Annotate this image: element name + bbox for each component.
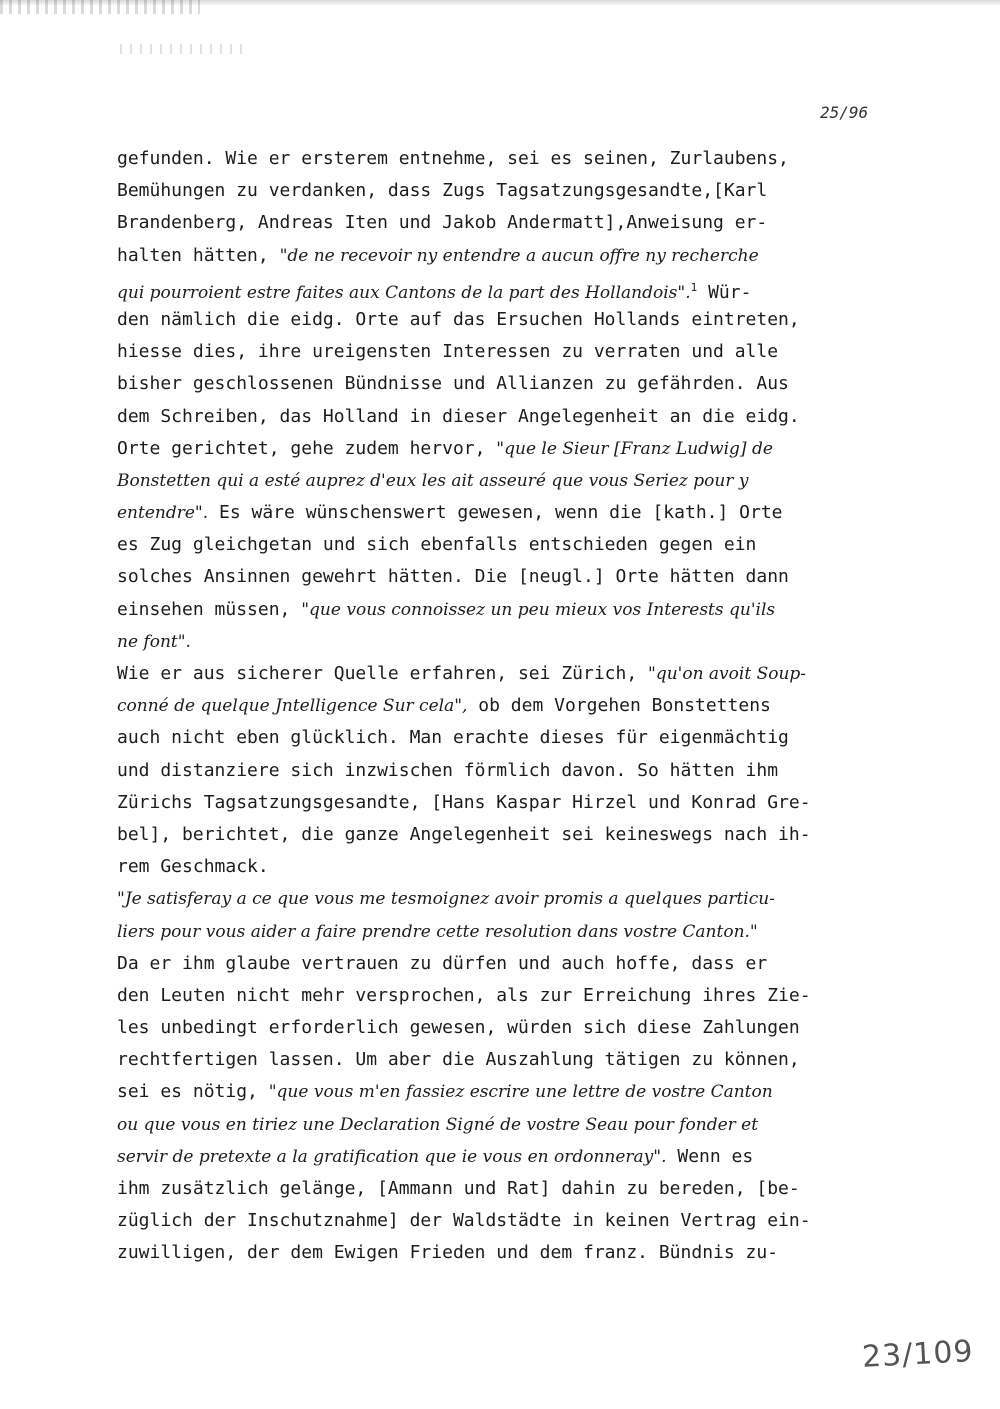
quoted-french-text: qui pourroient estre faites aux Cantons de la part des Hollandois". [117, 282, 691, 303]
line-text: den nämlich die eidg. Orte auf das Ersuchen Hollands eintreten, [117, 308, 800, 330]
text-line [117, 1109, 917, 1141]
text-line [117, 755, 917, 787]
line-text: Zürichs Tagsatzungsgesandte, [Hans Kaspar Hirzel und Konrad Gre- [117, 791, 811, 813]
scan-speckles [0, 0, 200, 14]
text-line [117, 1141, 917, 1173]
line-text: Orte gerichtet, gehe zudem hervor, [117, 437, 497, 459]
text-line [117, 497, 917, 529]
quoted-french-text: "qu'on avoit Soup- [648, 664, 807, 684]
text-line [117, 1173, 917, 1205]
text-line [117, 272, 917, 304]
text-line [117, 143, 917, 175]
quoted-french-text: "de ne recevoir ny entendre a aucun offre ny recherche [279, 245, 759, 266]
text-line [117, 433, 917, 465]
line-text: Bemühungen zu verdanken, dass Zugs Tagsatzungsgesandte,[Karl [117, 180, 768, 202]
text-line [117, 819, 917, 851]
quoted-french-text: Bonstetten qui a esté auprez d'eux les ait asseuré que vous Seriez pour y [117, 470, 749, 491]
page-number: 25/96 [820, 103, 869, 122]
archive-handwritten-mark: 23/109 [861, 1334, 975, 1375]
text-line [117, 626, 917, 658]
line-text: Da er ihm glaube vertrauen zu dürfen und auch hoffe, dass er [117, 952, 768, 974]
line-text: gefunden. Wie er ersterem entnehme, sei es seinen, Zurlaubens, [117, 148, 789, 169]
line-text: ob dem Vorgehen Bonstettens [467, 695, 771, 717]
line-text: dem Schreiben, das Holland in dieser Angelegenheit an die eidg. [117, 405, 800, 427]
text-line [117, 1044, 917, 1076]
quoted-french-text: "que vous connoissez un peu mieux vos Interests qu'ils [301, 599, 776, 620]
line-text: rechtfertigen lassen. Um aber die Auszahlung tätigen zu können, [117, 1049, 800, 1071]
text-line [117, 401, 917, 433]
text-line [117, 1237, 917, 1269]
quoted-french-text: conné de quelque Jntelligence Sur cela", [117, 696, 468, 717]
quoted-french-text: entendre". [117, 503, 209, 524]
line-text: ihm zusätzlich gelänge, [Ammann und Rat] dahin zu bereden, [be- [117, 1178, 800, 1199]
text-line [117, 658, 917, 690]
quoted-french-text: "Je satisferay a ce que vous me tesmoignez avoir promis a quelques particu- [117, 889, 775, 910]
line-text: halten hätten, [117, 244, 280, 266]
quoted-french-text: ne font". [117, 631, 191, 652]
text-line [117, 175, 917, 207]
footnote-marker: 1 [690, 280, 698, 294]
line-text: sei es nötig, [117, 1081, 269, 1103]
text-line [117, 980, 917, 1012]
line-text: Wür- [697, 281, 752, 303]
line-text: zuwilligen, der dem Ewigen Frieden und dem franz. Bündnis zu- [117, 1242, 779, 1264]
quoted-french-text: "que le Sieur [Franz Ludwig] de [496, 438, 773, 459]
text-line [117, 1205, 917, 1237]
scan-speckles-secondary [120, 44, 250, 54]
text-line [117, 529, 917, 561]
line-text: hiesse dies, ihre ureigensten Interessen zu verraten und alle [117, 341, 779, 363]
text-line [117, 368, 917, 400]
text-line [117, 465, 917, 497]
line-text: einsehen müssen, [117, 598, 302, 620]
text-line [117, 948, 917, 980]
text-line [117, 207, 917, 239]
text-line [117, 722, 917, 754]
text-line [117, 240, 917, 272]
text-line [117, 304, 917, 336]
quoted-french-text: liers pour vous aider a faire prendre cette resolution dans vostre Canton." [117, 921, 758, 942]
text-line [117, 1012, 917, 1044]
line-text: auch nicht eben glücklich. Man erachte dieses für eigenmächtig [117, 727, 789, 749]
text-line [117, 336, 917, 368]
line-text: rem Geschmack. [117, 856, 269, 878]
line-text: les unbedingt erforderlich gewesen, würden sich diese Zahlungen [117, 1017, 800, 1039]
line-text: und distanziere sich inzwischen förmlich davon. So hätten ihm [117, 759, 779, 781]
line-text: es Zug gleichgetan und sich ebenfalls entschieden gegen ein [117, 534, 757, 556]
line-text: den Leuten nicht mehr versprochen, als zur Erreichung ihres Zie- [117, 984, 811, 1006]
line-text: Wenn es [666, 1145, 754, 1167]
text-line [117, 561, 917, 593]
text-line [117, 690, 917, 722]
text-line [117, 883, 917, 915]
text-line [117, 1076, 917, 1108]
line-text: bel], berichtet, die ganze Angelegenheit sei keineswegs nach ih- [117, 823, 811, 845]
line-text: bisher geschlossenen Bündnisse und Allianzen zu gefährden. Aus [117, 373, 789, 395]
document-body [117, 143, 917, 1270]
quoted-french-text: ou que vous en tiriez une Declaration Signé de vostre Seau pour fonder et [117, 1114, 759, 1135]
text-line [117, 916, 917, 948]
line-text: Wie er aus sicherer Quelle erfahren, sei Zürich, [117, 663, 649, 684]
quoted-french-text: "que vous m'en fassiez escrire une lettre de vostre Canton [268, 1082, 773, 1103]
line-text: Es wäre wünschenswert gewesen, wenn die [kath.] Orte [208, 502, 783, 524]
text-line [117, 594, 917, 626]
line-text: solches Ansinnen gewehrt hätten. Die [neugl.] Orte hätten dann [117, 566, 789, 588]
line-text: Brandenberg, Andreas Iten und Jakob Andermatt],Anweisung er- [117, 212, 768, 234]
quoted-french-text: servir de pretexte a la gratification que ie vous en ordonneray". [117, 1146, 667, 1167]
line-text: züglich der Inschutznahme] der Waldstädte in keinen Vertrag ein- [117, 1210, 811, 1232]
text-line [117, 787, 917, 819]
text-line [117, 851, 917, 883]
